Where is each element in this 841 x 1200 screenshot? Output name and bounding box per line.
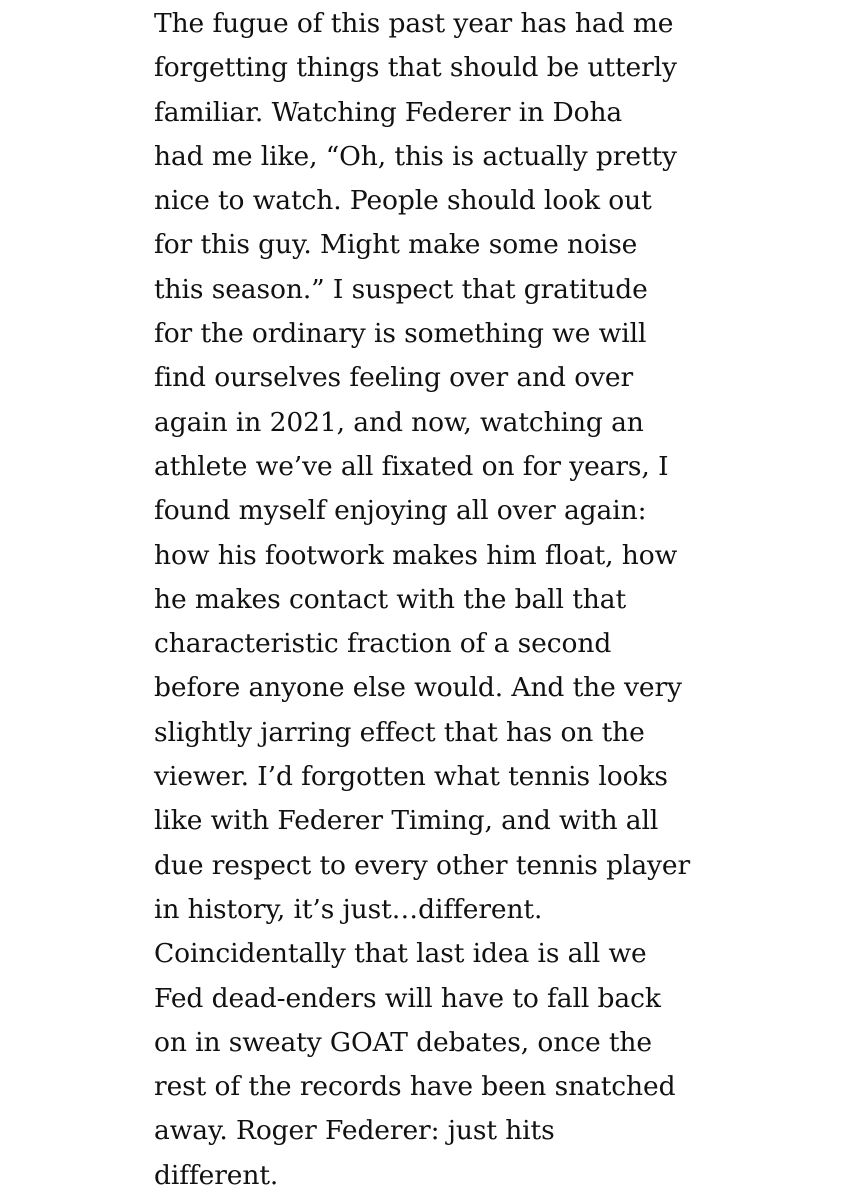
text-line: find ourselves feeling over and over bbox=[154, 362, 634, 394]
text-line: for the ordinary is something we will bbox=[154, 318, 647, 350]
text-line: had me like, “Oh, this is actually pretty bbox=[154, 140, 677, 172]
text-line: Fed dead-enders will have to fall back bbox=[154, 982, 661, 1014]
text-line: again in 2021, and now, watching an bbox=[154, 406, 644, 438]
text-line: due respect to every other tennis player bbox=[154, 849, 691, 881]
text-line: found myself enjoying all over again: bbox=[154, 495, 647, 527]
text-line: nice to watch. People should look out bbox=[154, 185, 652, 217]
text-line: this season.” I suspect that gratitude bbox=[154, 273, 648, 305]
text-line: away. Roger Federer: just hits bbox=[154, 1115, 555, 1147]
text-line: athlete we’ve all fixated on for years, I bbox=[154, 450, 669, 482]
text-line: The fugue of this past year has had me bbox=[154, 8, 674, 39]
text-line: familiar. Watching Federer in Doha bbox=[154, 96, 623, 128]
text-line: before anyone else would. And the very bbox=[154, 672, 682, 704]
text-line: on in sweaty GOAT debates, once the bbox=[154, 1026, 652, 1058]
text-line: characteristic fraction of a second bbox=[154, 628, 612, 660]
text-line: he makes contact with the ball that bbox=[154, 583, 627, 615]
text-line: slightly jarring effect that has on the bbox=[154, 716, 645, 748]
article-body bbox=[154, 0, 834, 1198]
text-line: viewer. I’d forgotten what tennis looks bbox=[154, 761, 668, 793]
text-line: different. bbox=[154, 1159, 279, 1191]
text-line: for this guy. Might make some noise bbox=[154, 229, 638, 261]
text-line: rest of the records have been snatched bbox=[154, 1071, 676, 1103]
text-line: like with Federer Timing, and with all bbox=[154, 805, 659, 837]
text-line: how his footwork makes him float, how bbox=[154, 539, 678, 571]
text-line: in history, it’s just…different. bbox=[154, 893, 543, 925]
text-line: Coincidentally that last idea is all we bbox=[154, 938, 647, 970]
text-line: forgetting things that should be utterly bbox=[154, 52, 677, 84]
